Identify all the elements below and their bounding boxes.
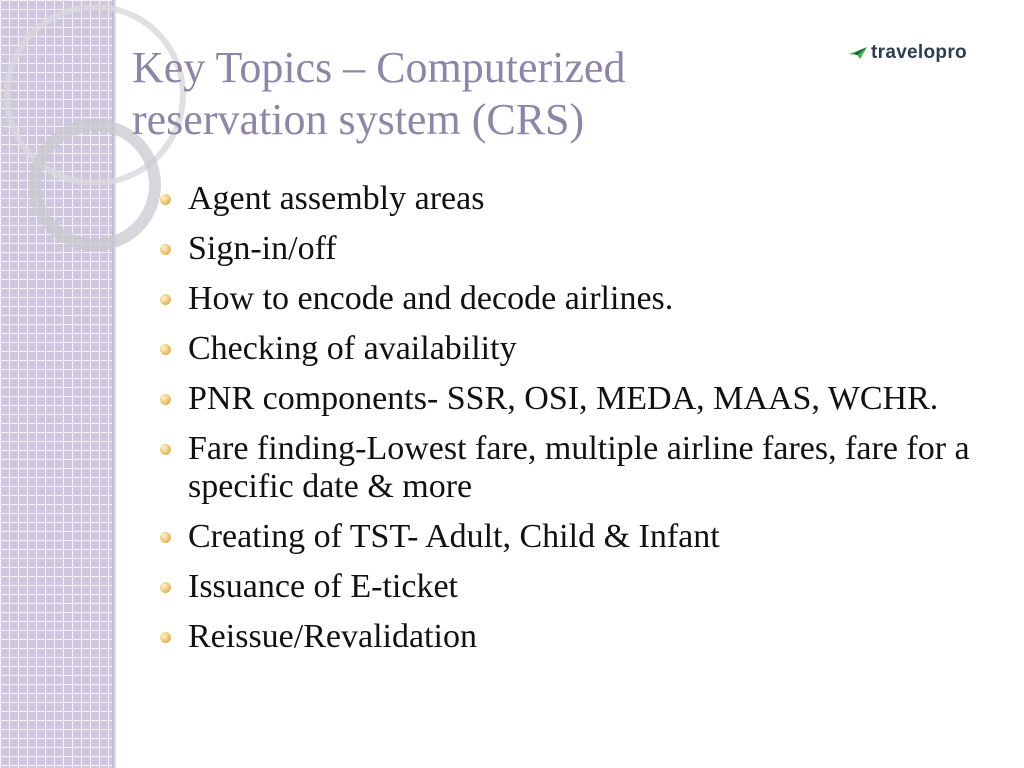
- slide-title-line-1: Key Topics – Computerized: [132, 43, 626, 92]
- list-item: [160, 230, 990, 268]
- topic-text: Reissue/Revalidation: [188, 618, 477, 655]
- round-bullet-icon: [160, 532, 171, 543]
- round-bullet-icon: [160, 294, 171, 305]
- list-item: [160, 330, 990, 368]
- round-bullet-icon: [160, 582, 171, 593]
- list-item: [160, 430, 990, 506]
- list-item: [160, 280, 990, 318]
- topic-text: Fare finding-Lowest fare, multiple airline fares, fare for a specific date & more: [188, 430, 970, 505]
- topic-text: Sign-in/off: [188, 230, 337, 267]
- slide-title-line-2: reservation system (CRS): [132, 95, 585, 144]
- topic-text: Creating of TST- Adult, Child & Infant: [188, 518, 720, 555]
- round-bullet-icon: [160, 444, 171, 455]
- paper-plane-icon: [848, 46, 868, 60]
- topic-text: Checking of availability: [188, 330, 517, 367]
- topic-text: Issuance of E-ticket: [188, 568, 458, 605]
- list-item: [160, 180, 990, 218]
- round-bullet-icon: [160, 632, 171, 643]
- topic-list: [160, 180, 990, 668]
- round-bullet-icon: [160, 244, 171, 255]
- topic-text: Agent assembly areas: [188, 180, 485, 217]
- list-item: [160, 518, 990, 556]
- topic-text: PNR components- SSR, OSI, MEDA, MAAS, WCHR.: [188, 380, 939, 417]
- slide-title: [132, 42, 832, 146]
- round-bullet-icon: [160, 344, 171, 355]
- logo-text: travelopro: [871, 42, 967, 63]
- list-item: [160, 380, 990, 418]
- list-item: [160, 618, 990, 656]
- travelopro-logo: [848, 40, 1013, 66]
- round-bullet-icon: [160, 194, 171, 205]
- topic-text: How to encode and decode airlines.: [188, 280, 674, 317]
- round-bullet-icon: [160, 394, 171, 405]
- list-item: [160, 568, 990, 606]
